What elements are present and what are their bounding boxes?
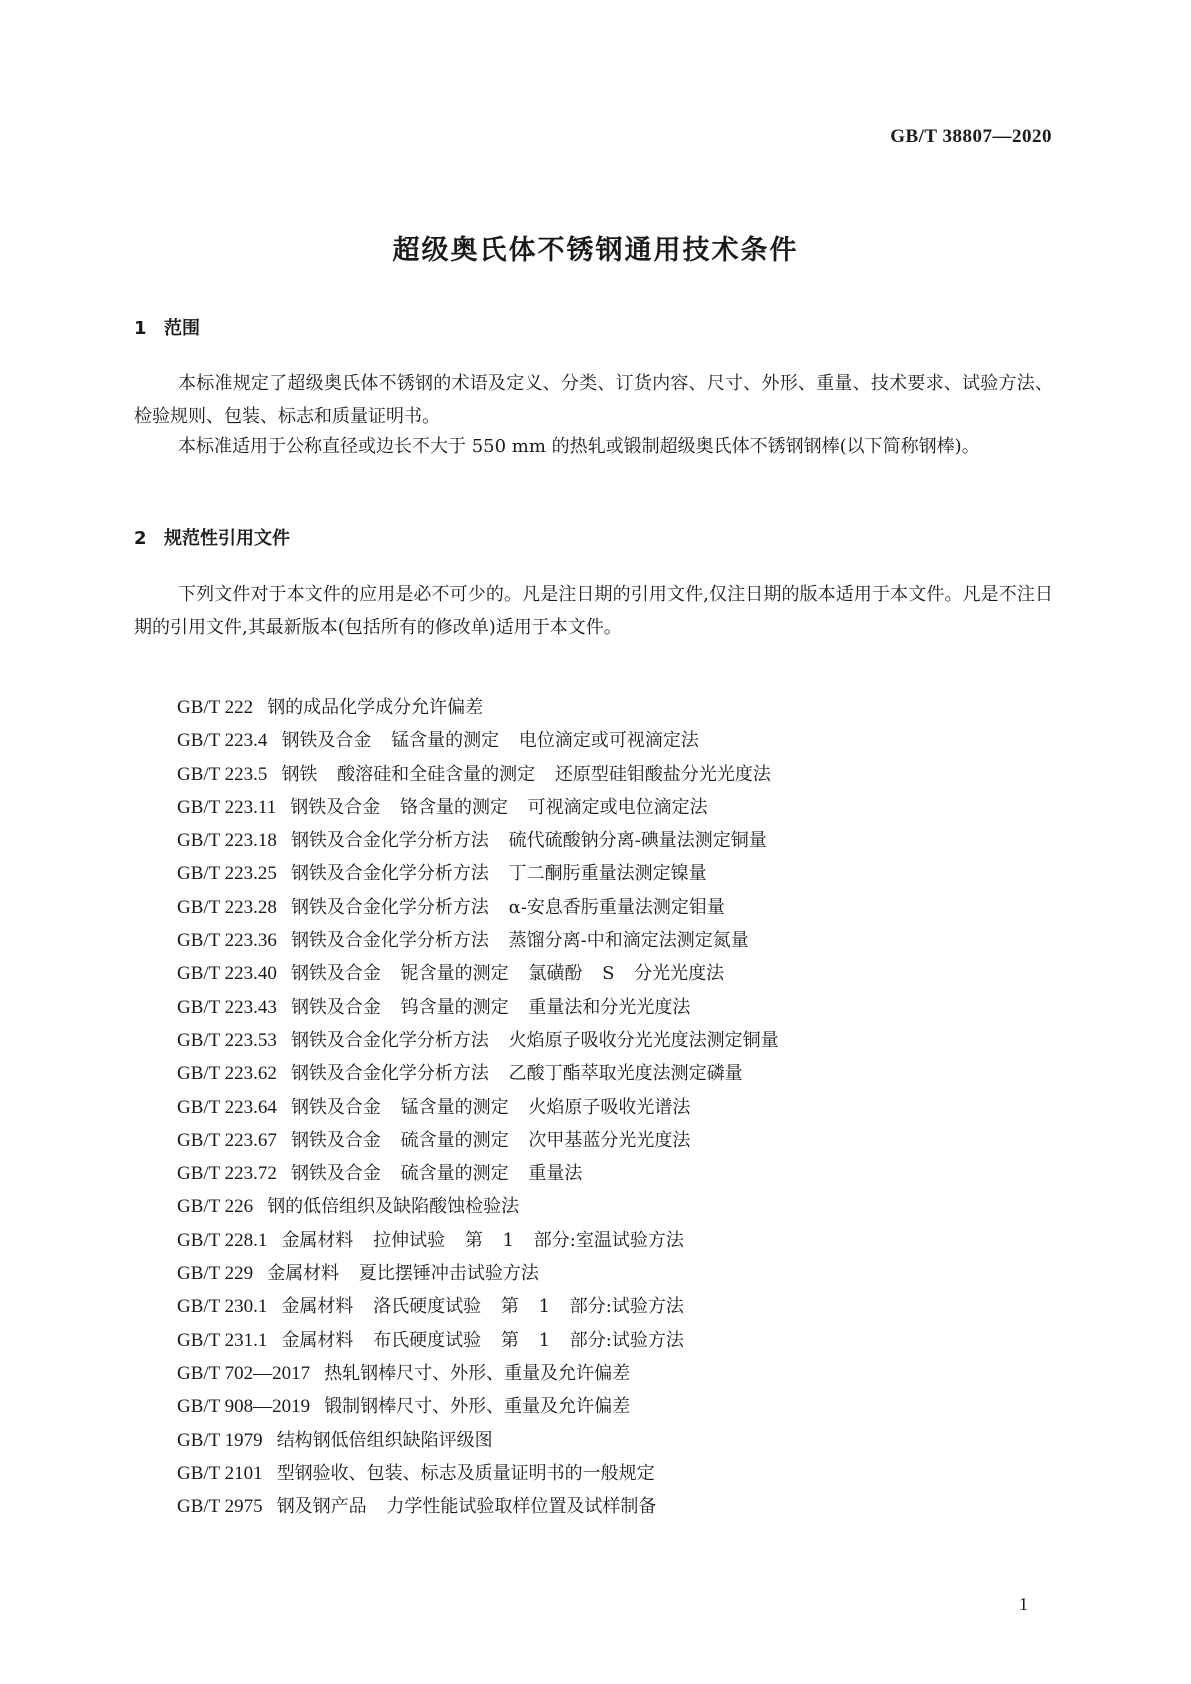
list-item <box>177 957 779 990</box>
reference-title: 金属材料 拉伸试验 第 1 部分:室温试验方法 <box>281 1229 684 1251</box>
reference-title: 钢铁及合金 硫含量的测定 重量法 <box>290 1163 583 1185</box>
reference-code: GB/T 223.18 <box>177 830 277 852</box>
reference-code: GB/T 223.67 <box>177 1129 277 1151</box>
reference-title: 钢的低倍组织及缺陷酸蚀检验法 <box>267 1196 520 1218</box>
list-item <box>177 791 779 824</box>
reference-title: 钢铁及合金 铬含量的测定 可视滴定或电位滴定法 <box>290 796 708 818</box>
section-number: 1 <box>134 318 147 339</box>
reference-code: GB/T 2101 <box>177 1462 263 1484</box>
list-item <box>177 691 779 724</box>
reference-code: GB/T 1979 <box>177 1429 263 1451</box>
reference-title: 钢铁及合金 锰含量的测定 电位滴定或可视滴定法 <box>281 730 699 752</box>
list-item <box>177 1357 779 1390</box>
reference-title: 钢铁及合金 硫含量的测定 次甲基蓝分光光度法 <box>290 1129 691 1151</box>
reference-code: GB/T 223.4 <box>177 730 268 752</box>
list-item <box>177 1224 779 1257</box>
list-item <box>177 1057 779 1090</box>
list-item <box>177 1290 779 1323</box>
standard-number: GB/T 38807—2020 <box>890 126 1052 147</box>
reference-code: GB/T 231.1 <box>177 1329 268 1351</box>
list-item <box>177 1124 779 1157</box>
reference-title: 金属材料 布氏硬度试验 第 1 部分:试验方法 <box>281 1329 684 1351</box>
reference-title: 钢铁及合金化学分析方法 硫代硫酸钠分离-碘量法测定铜量 <box>290 830 767 852</box>
reference-code: GB/T 223.40 <box>177 963 277 985</box>
reference-title: 锻制钢棒尺寸、外形、重量及允许偏差 <box>324 1396 631 1418</box>
reference-title: 钢铁及合金 锰含量的测定 火焰原子吸收光谱法 <box>290 1096 691 1118</box>
reference-code: GB/T 223.72 <box>177 1163 277 1185</box>
list-item <box>177 1457 779 1490</box>
reference-code: GB/T 229 <box>177 1263 254 1285</box>
reference-title: 钢铁及合金化学分析方法 火焰原子吸收分光光度法测定铜量 <box>290 1029 779 1051</box>
list-item <box>177 1257 779 1290</box>
scope-paragraph-2: 本标准适用于公称直径或边长不大于 550 mm 的热轧或锻制超级奥氏体不锈钢钢棒(以下简称钢棒)。 <box>178 436 980 457</box>
reference-code: GB/T 223.28 <box>177 896 277 918</box>
section-1-heading <box>134 314 200 340</box>
reference-title: 金属材料 洛氏硬度试验 第 1 部分:试验方法 <box>281 1296 684 1318</box>
reference-title: 钢铁及合金 钨含量的测定 重量法和分光光度法 <box>290 996 691 1018</box>
section-number: 2 <box>134 528 147 549</box>
reference-code: GB/T 223.5 <box>177 763 268 785</box>
list-item <box>177 1390 779 1423</box>
reference-code: GB/T 2975 <box>177 1496 263 1518</box>
normative-references-intro: 下列文件对于本文件的应用是必不可少的。凡是注日期的引用文件,仅注日期的版本适用于本文件。凡是不注日期的引用文件,其最新版本(包括所有的修改单)适用于本文件。 <box>134 584 1053 638</box>
section-title: 规范性引用文件 <box>164 528 290 549</box>
list-item <box>177 924 779 957</box>
list-item <box>177 1091 779 1124</box>
reference-code: GB/T 223.62 <box>177 1063 277 1085</box>
reference-code: GB/T 223.64 <box>177 1096 277 1118</box>
reference-code: GB/T 908—2019 <box>177 1396 311 1418</box>
list-item <box>177 1157 779 1190</box>
list-item <box>177 1190 779 1223</box>
reference-code: GB/T 223.43 <box>177 996 277 1018</box>
reference-list <box>177 691 779 1523</box>
reference-title: 钢铁及合金化学分析方法 乙酸丁酯萃取光度法测定磷量 <box>290 1063 743 1085</box>
reference-title: 钢铁及合金化学分析方法 α-安息香肟重量法测定钼量 <box>290 896 725 918</box>
list-item <box>177 824 779 857</box>
list-item <box>177 891 779 924</box>
reference-title: 钢的成品化学成分允许偏差 <box>267 697 484 718</box>
list-item <box>177 758 779 791</box>
reference-title: 金属材料 夏比摆锤冲击试验方法 <box>267 1263 539 1285</box>
reference-title: 热轧钢棒尺寸、外形、重量及允许偏差 <box>324 1362 631 1384</box>
section-2-heading <box>134 524 290 550</box>
list-item <box>177 724 779 757</box>
reference-code: GB/T 228.1 <box>177 1229 268 1251</box>
reference-code: GB/T 223.36 <box>177 930 277 952</box>
reference-code: GB/T 223.53 <box>177 1029 277 1051</box>
reference-code: GB/T 226 <box>177 1196 254 1218</box>
scope-paragraph-1: 本标准规定了超级奥氏体不锈钢的术语及定义、分类、订货内容、尺寸、外形、重量、技术要求、试验方法、检验规则、包装、标志和质量证明书。 <box>134 373 1053 427</box>
list-item <box>177 1324 779 1357</box>
reference-title: 钢铁及合金 铌含量的测定 氯磺酚 S 分光光度法 <box>290 963 725 985</box>
reference-title: 型钢验收、包装、标志及质量证明书的一般规定 <box>276 1462 655 1484</box>
reference-title: 结构钢低倍组织缺陷评级图 <box>276 1429 493 1451</box>
list-item <box>177 991 779 1024</box>
page-number: 1 <box>1019 1594 1028 1614</box>
list-item <box>177 857 779 890</box>
list-item <box>177 1424 779 1457</box>
reference-title: 钢铁及合金化学分析方法 蒸馏分离-中和滴定法测定氮量 <box>290 930 749 952</box>
reference-code: GB/T 223.25 <box>177 863 277 885</box>
section-title: 范围 <box>164 318 200 339</box>
reference-title: 钢铁 酸溶硅和全硅含量的测定 还原型硅钼酸盐分光光度法 <box>281 763 771 785</box>
reference-code: GB/T 230.1 <box>177 1296 268 1318</box>
reference-code: GB/T 223.11 <box>177 796 277 818</box>
list-item <box>177 1490 779 1523</box>
document-title: 超级奥氏体不锈钢通用技术条件 <box>392 235 799 266</box>
list-item <box>177 1024 779 1057</box>
reference-title: 钢铁及合金化学分析方法 丁二酮肟重量法测定镍量 <box>290 863 707 885</box>
reference-title: 钢及钢产品 力学性能试验取样位置及试样制备 <box>276 1496 657 1518</box>
reference-code: GB/T 702—2017 <box>177 1362 311 1384</box>
reference-code: GB/T 222 <box>177 697 254 718</box>
